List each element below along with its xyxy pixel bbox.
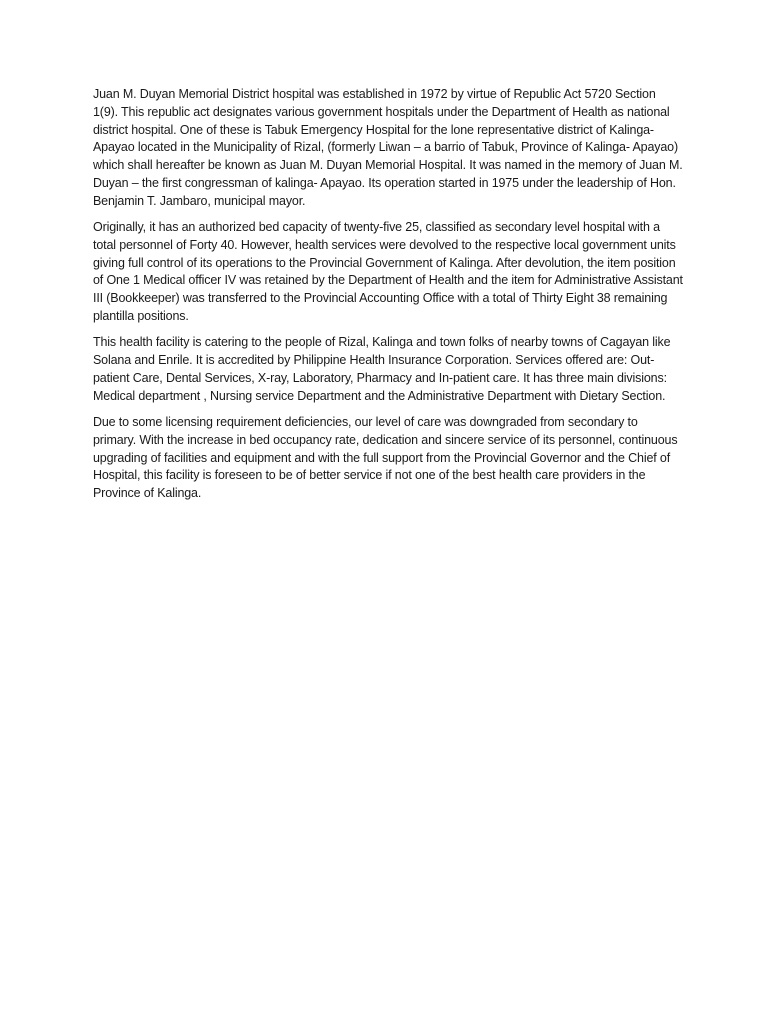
- paragraph-services: This health facility is catering to the people of Rizal, Kalinga and town folks of nearby towns of Cagayan like Solana and Enrile. It is accredited by Philippine Health Insurance Corporation. Services offered are: Out-patient Care, Dental Services, X-ray, Laboratory, Pharmacy and In-patient care. It has three main divisions: Medical department , Nursing service Department and the Administrative Department with Dietary Section.: [93, 335, 671, 403]
- paragraph-level-of-care: Due to some licensing requirement deficiencies, our level of care was downgraded from secondary to primary. With the increase in bed occupancy rate, dedication and sincere service of its personnel, continuous upgrading of facilities and equipment and with the full support from the Provincial Governor and the Chief of Hospital, this facility is foreseen to be of better service if not one of the best health care providers in the Province of Kalinga.: [93, 415, 678, 501]
- document-body: [93, 86, 683, 512]
- paragraph-capacity: Originally, it has an authorized bed capacity of twenty-five 25, classified as secondary level hospital with a total personnel of Forty 40. However, health services were devolved to the respective local government units giving full control of its operations to the Provincial Government of Kalinga. After devolution, the item position of One 1 Medical officer IV was retained by the Department of Health and the item for Administrative Assistant III (Bookkeeper) was transferred to the Provincial Accounting Office with a total of Thirty Eight 38 remaining plantilla positions.: [93, 220, 683, 324]
- paragraph-history: Juan M. Duyan Memorial District hospital was established in 1972 by virtue of Republic Act 5720 Section 1(9). This republic act designates various government hospitals under the Department of Health as national district hospital. One of these is Tabuk Emergency Hospital for the lone representative district of Kalinga- Apayao located in the Municipality of Rizal, (formerly Liwan – a barrio of Tabuk, Province of Kalinga- Apayao) which shall hereafter be known as Juan M. Duyan Memorial Hospital. It was named in the memory of Juan M. Duyan – the first congressman of kalinga- Apayao. Its operation started in 1975 under the leadership of Hon. Benjamin T. Jambaro, municipal mayor.: [93, 87, 683, 208]
